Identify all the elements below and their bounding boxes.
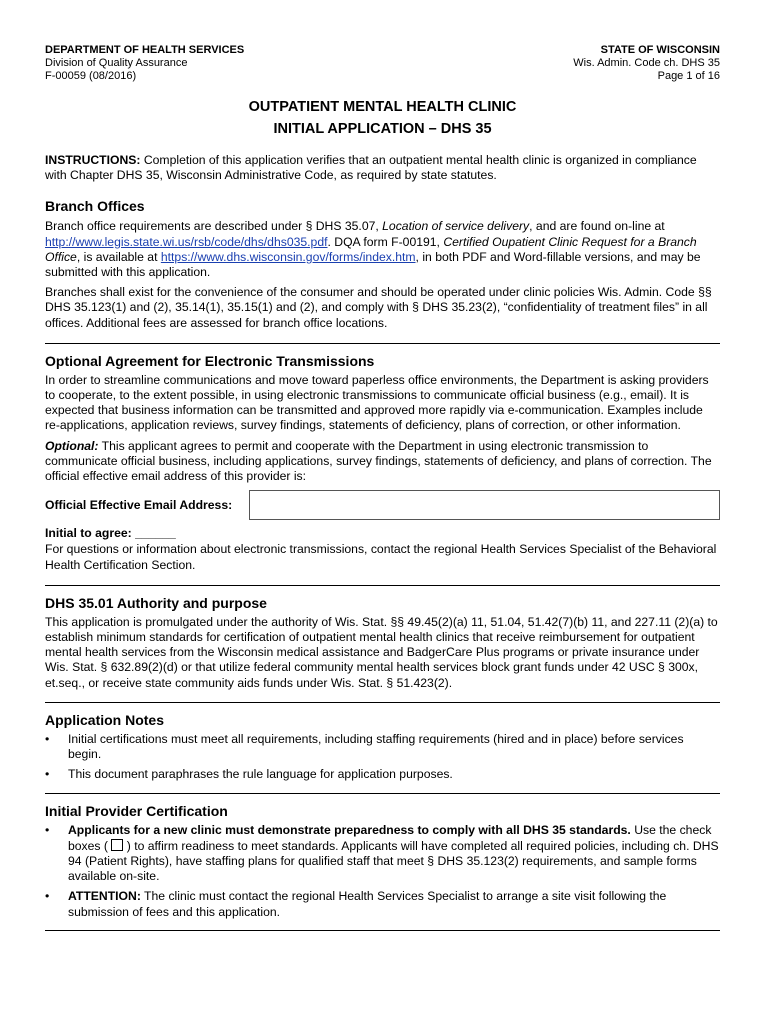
certification-list [45,823,720,919]
text-span: . DQA form F-00191, [327,234,444,249]
optional-agreement-paragraph [45,439,720,485]
text-italic: Certified Oupatient Clinic Request for a Branch Office [45,234,697,264]
branch-offices-heading: Branch Offices [45,198,145,215]
email-row [45,490,720,520]
electronic-heading: Optional Agreement for Electronic Transmissions [45,352,375,369]
text-span: , is available at [76,249,161,264]
email-input[interactable] [249,490,720,520]
text-span: ) to affirm readiness to meet standards. Applicants will have completed all required policies, including ch. DHS 94 (Patient Rights), have staffing plans for qualified staff that meet § DHS 35.123(2) requirements, and sample forms available on-site. [68,838,719,884]
text-span: The clinic must contact the regional Health Services Specialist to arrange a site visit following the submission of fees and this application. [68,889,667,919]
optional-text: This applicant agrees to permit and cooperate with the Department in using electronic transmission to communicate official business, including applications, survey findings, statements of deficiency, and plans of correction. The official effective email address of this provider is: [45,438,712,484]
authority-paragraph: This application is promulgated under the authority of Wis. Stat. §§ 49.45(2)(a) 11, 51.04, 51.42(7)(b) 11, and 227.11 (2)(a) to establish minimum standards for certification of outpatient mental health clinics that receive reimbursement for outpatient mental health services from the Wisconsin medical assistance and BadgerCare Plus programs or private insurance under Wis. Stat. § 632.89(2)(d) or that utilize federal community mental health services block grant funds under 42 USC § 300x, et.seq., or receive state community aids funds under Wis. Stat. § 51.423(2). [45,614,718,690]
initial-certification-heading: Initial Provider Certification [45,803,228,820]
document-title [45,96,720,140]
instructions-text: Completion of this application verifies that an outpatient mental health clinic is organized in compliance with Chapter DHS 35, Wisconsin Administrative Code, as required by state statutes. [45,153,697,183]
text-bold: Applicants for a new clinic must demonstrate preparedness to comply with all DHS 35 standards. [68,823,631,838]
document-page [45,44,720,931]
division-name: Division of Quality Assurance [45,57,188,69]
state-name: STATE OF WISCONSIN [600,44,720,56]
section-divider [45,793,720,794]
department-name: DEPARTMENT OF HEALTH SERVICES [45,44,245,56]
initial-to-agree: Initial to agree: ______ [45,526,176,541]
list-item [45,889,720,919]
text-span: , in both PDF and Word-fillable versions, and may be submitted with this application. [45,249,701,280]
text-bold: ATTENTION: [68,889,141,904]
section-divider [45,930,720,931]
section-divider [45,585,720,586]
branch-paragraph-1 [45,219,720,280]
application-notes-list [45,732,720,783]
page-header [45,44,720,83]
section-divider [45,343,720,344]
list-item [45,823,720,884]
form-number: F-00059 (08/2016) [45,70,137,82]
title-line-2: INITIAL APPLICATION – DHS 35 [273,121,492,137]
branch-paragraph-2: Branches shall exist for the convenience of the consumer and should be operated under clinic policies Wis. Admin. Code §§ DHS 35.123(1) and (2), 35.14(1), 35.15(1) and (2), and comply with § DHS 35.23(2), “confidentiality of treatment files” in all offices. Additional fees are assessed for branch office locations. [45,285,712,330]
admin-code: Wis. Admin. Code ch. DHS 35 [573,57,720,69]
section-divider [45,702,720,703]
page-number: Page 1 of 16 [657,70,720,82]
header-left [45,44,244,83]
email-label: Official Effective Email Address: [45,498,233,513]
checkbox-icon [111,839,123,851]
text-span: , and are found on-line at [529,219,665,234]
optional-label: Optional: [45,438,99,453]
instructions-paragraph [45,153,720,183]
title-line-1: OUTPATIENT MENTAL HEALTH CLINIC [248,99,517,115]
header-right [573,44,720,83]
electronic-paragraph-1: In order to streamline communications and move toward paperless office environments, the Department is asking providers to cooperate, to the extent possible, in using electronic transmissions to communicate official business (e.g., email). It is expected that business information can be transmitted and approved more rapidly via e-communication. Examples include re-applications, application reviews, survey findings, statements of deficiency, plans of correction, or other information. [45,372,709,433]
authority-heading: DHS 35.01 Authority and purpose [45,594,267,611]
list-item: • Initial certifications must meet all requirements, including staffing requirements (hired and in place) before services begin. [45,732,720,762]
text-span: Use the check boxes ( [68,823,712,853]
application-notes-heading: Application Notes [45,711,165,728]
dhs035-pdf-link[interactable]: http://www.legis.state.wi.us/rsb/code/dhs/dhs035.pdf [45,234,328,249]
list-item: • This document paraphrases the rule language for application purposes. [45,767,720,782]
text-span: Branch office requirements are described under § DHS 35.07, [45,219,383,234]
text-italic: Location of service delivery [382,219,530,234]
electronic-paragraph-3: For questions or information about electronic transmissions, contact the regional Health Services Specialist of the Behavioral Health Certification Section. [45,542,717,572]
instructions-label: INSTRUCTIONS: [45,153,141,167]
dhs-forms-link[interactable]: https://www.dhs.wisconsin.gov/forms/index.htm [160,249,416,264]
